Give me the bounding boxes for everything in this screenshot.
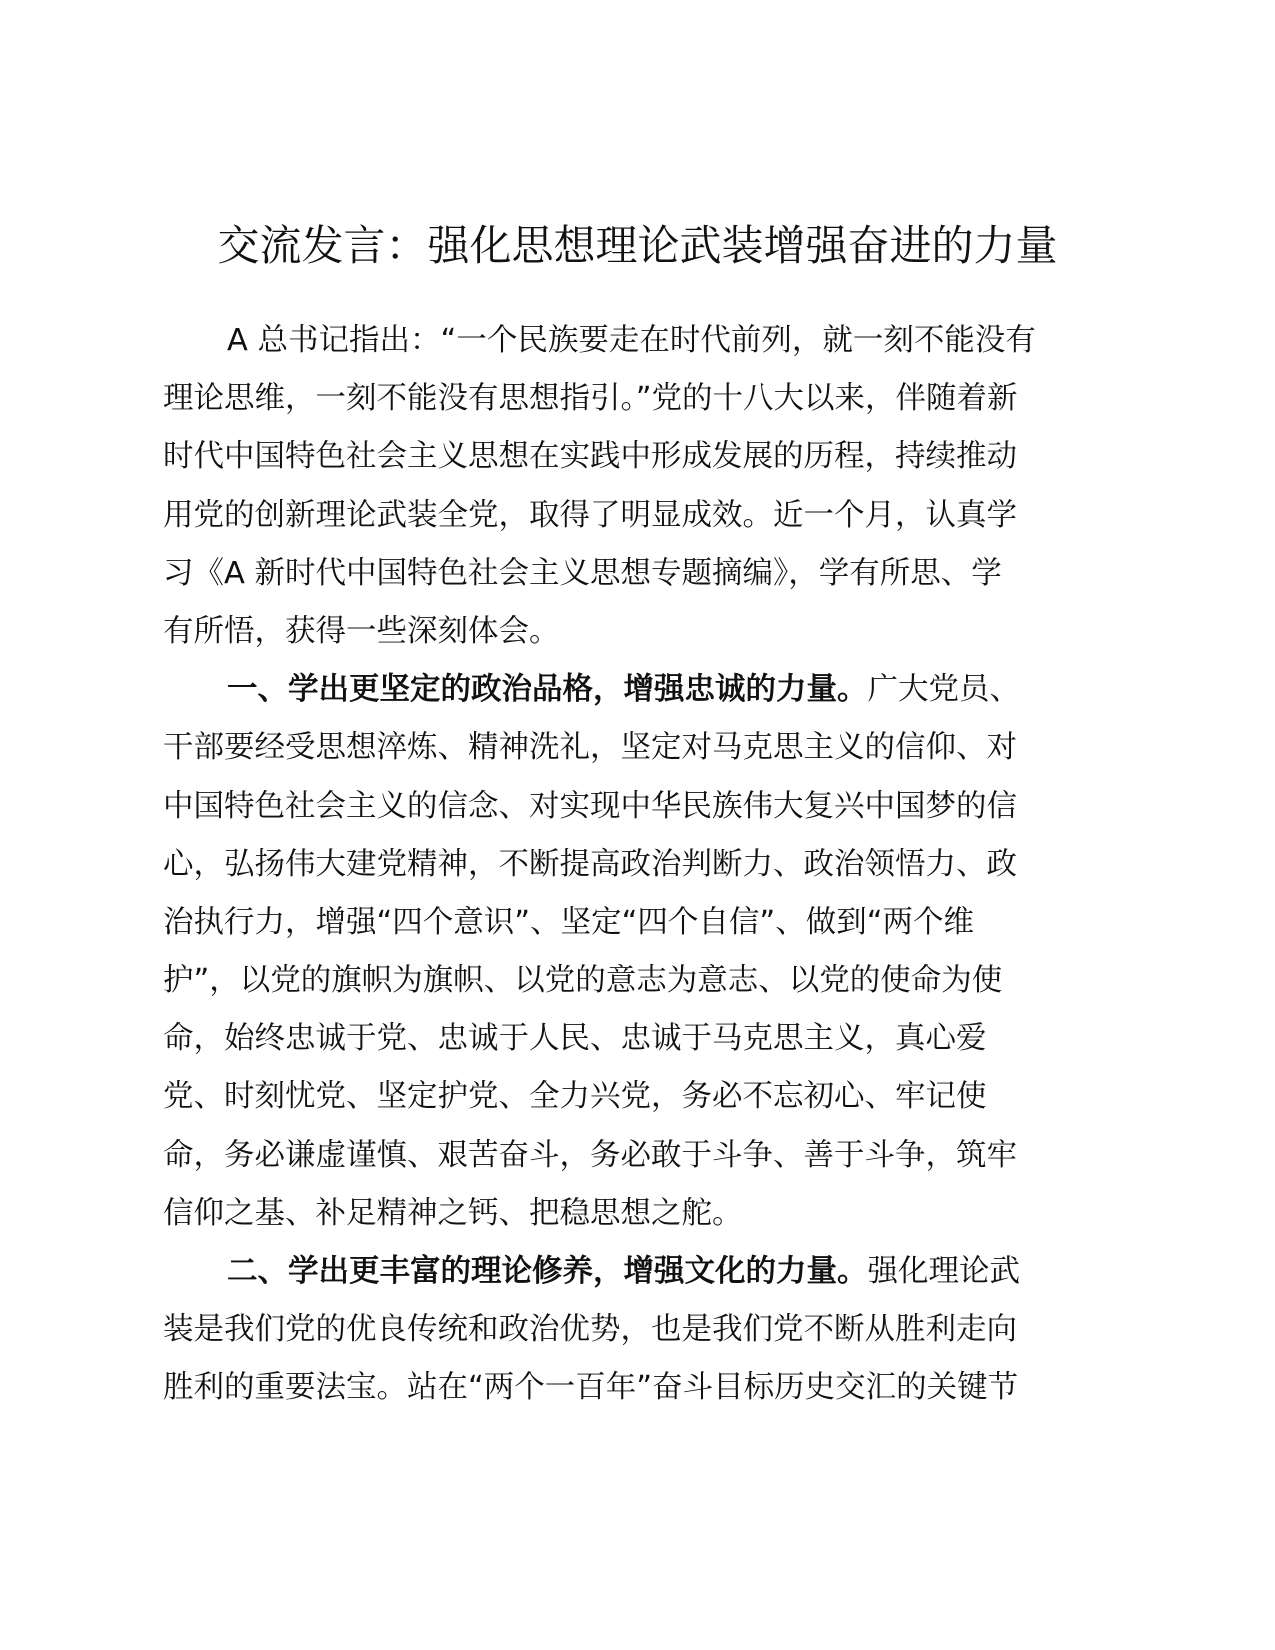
paragraph-intro	[163, 312, 1108, 661]
text-line	[163, 1243, 1108, 1301]
paragraph-section-two	[163, 1243, 1108, 1418]
section-heading: 一、学出更坚定的政治品格，增强忠诚的力量。	[227, 672, 868, 708]
text-line: 护”，以党的旗帜为旗帜、以党的意志为意志、以党的使命为使	[163, 963, 1003, 999]
text-line: 心，弘扬伟大建党精神，不断提高政治判断力、政治领悟力、政	[163, 846, 1017, 882]
text-line: 党、时刻忧党、坚定护党、全力兴党，务必不忘初心、牢记使	[163, 1079, 987, 1115]
text-line: 中国特色社会主义的信念、对实现中华民族伟大复兴中国梦的信	[163, 788, 1017, 824]
text-line: 理论思维，一刻不能没有思想指引。”党的十八大以来，伴随着新	[163, 381, 1018, 417]
text-line: 干部要经受思想淬炼、精神洗礼，坚定对马克思主义的信仰、对	[163, 730, 1017, 766]
document-title: 交流发言：强化思想理论武装增强奋进的力量	[217, 221, 1058, 270]
text-line: 胜利的重要法宝。站在“两个一百年”奋斗目标历史交汇的关键节	[163, 1370, 1019, 1406]
text-line: 习《A 新时代中国特色社会主义思想专题摘编》，学有所思、学	[163, 555, 1002, 591]
text-line: 时代中国特色社会主义思想在实践中形成发展的历程，持续推动	[163, 439, 1017, 475]
text-line: A 总书记指出：“一个民族要走在时代前列，就一刻不能没有	[227, 323, 1036, 358]
text-line: 用党的创新理论武装全党，取得了明显成效。近一个月，认真学	[163, 497, 1017, 533]
text-line: 信仰之基、补足精神之钙、把稳思想之舵。	[163, 1195, 743, 1231]
text-line	[163, 661, 1108, 719]
text-line: 有所悟，获得一些深刻体会。	[163, 613, 560, 649]
document-body	[163, 312, 1108, 1418]
text-line: 治执行力，增强“四个意识”、坚定“四个自信”、做到“两个维	[163, 904, 975, 940]
text-run: 强化理论武	[867, 1254, 1020, 1289]
text-line: 命，始终忠诚于党、忠诚于人民、忠诚于马克思主义，真心爱	[163, 1021, 987, 1057]
text-run: 广大党员、	[867, 672, 1020, 708]
section-heading: 二、学出更丰富的理论修养，增强文化的力量。	[227, 1254, 868, 1289]
paragraph-section-one	[163, 661, 1108, 1243]
text-line: 命，务必谦虚谨慎、艰苦奋斗，务必敢于斗争、善于斗争，筑牢	[163, 1137, 1017, 1173]
text-line: 装是我们党的优良传统和政治优势，也是我们党不断从胜利走向	[163, 1312, 1017, 1348]
